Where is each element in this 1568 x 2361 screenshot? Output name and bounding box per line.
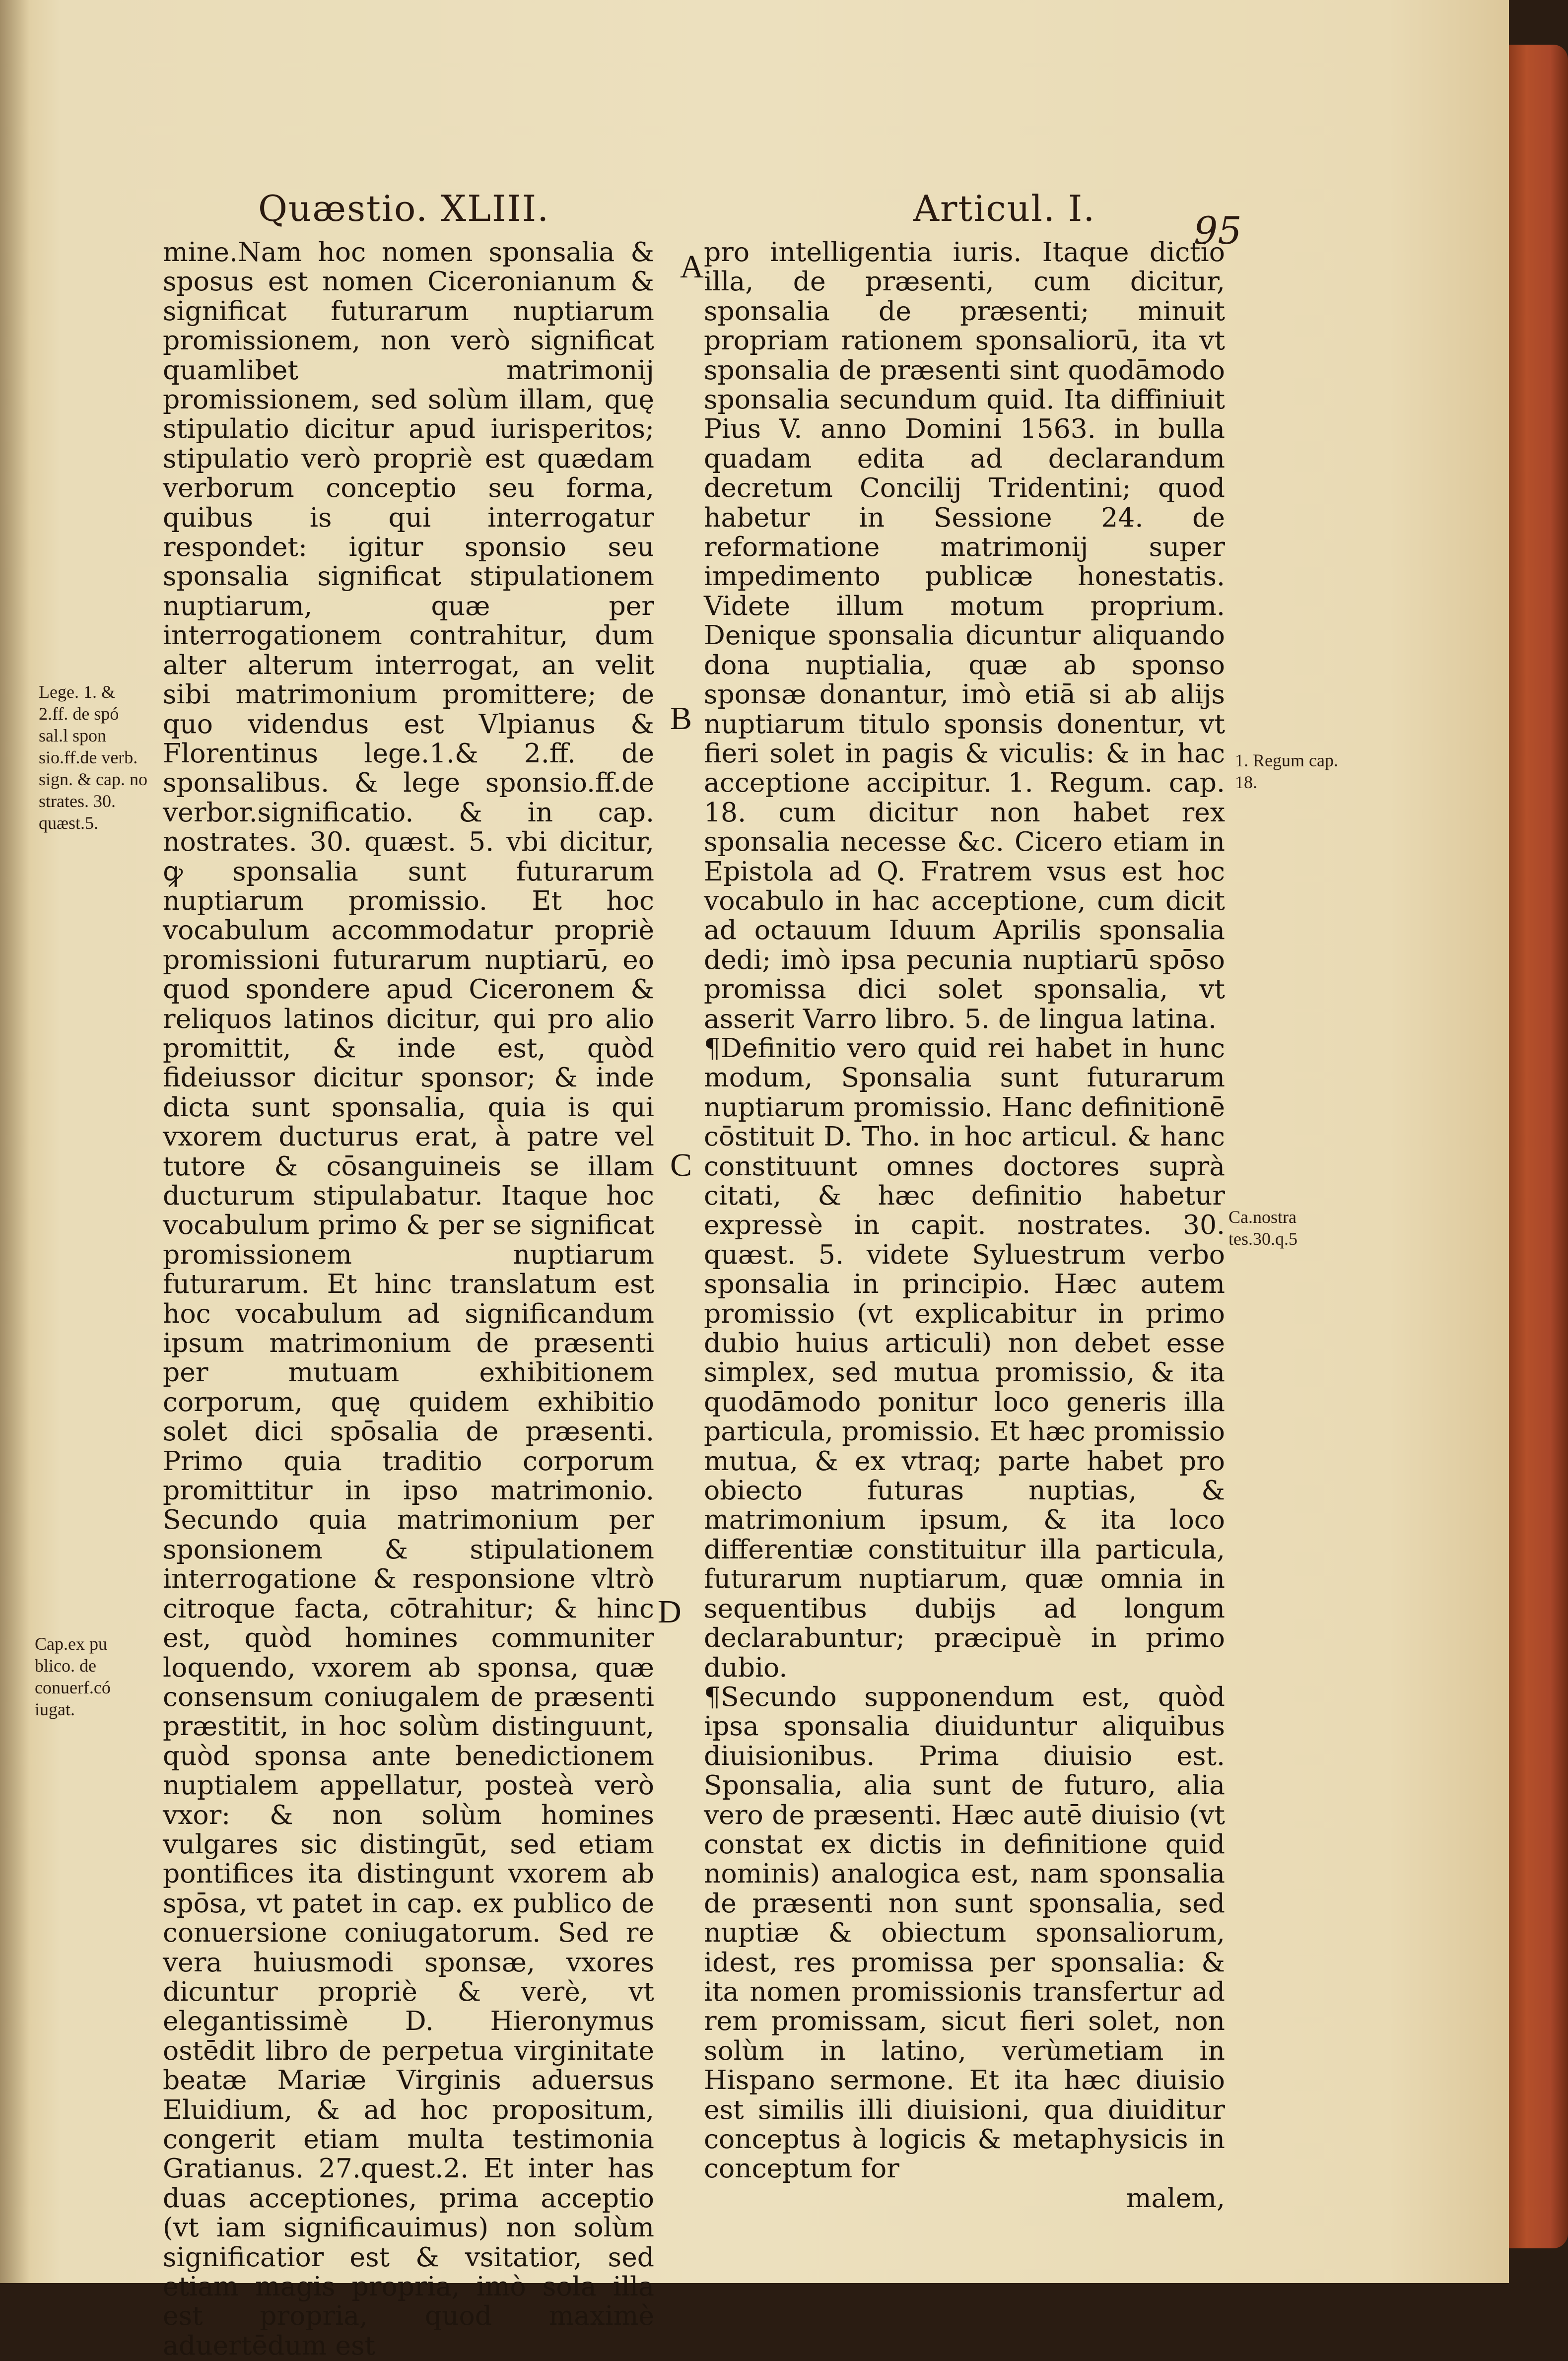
margin-note-left-1: Lege. 1. & 2.ff. de spó sal.l spon sio.ff.de verb. sign. & cap. no strates. 30. quæst.5. — [39, 682, 147, 833]
margin-note-right-1: 1. Regum cap. 18. — [1235, 750, 1338, 792]
section-letter-c: C — [670, 1147, 692, 1183]
page-number: 95 — [1194, 208, 1242, 253]
section-letter-a: A — [680, 249, 704, 285]
section-letter-b: B — [670, 700, 692, 737]
running-header-left: Quæstio. XLIII. — [258, 188, 550, 229]
running-header-right: Articul. I. — [913, 188, 1096, 229]
section-letter-d: D — [658, 1594, 682, 1630]
page-fore-edge — [1509, 45, 1568, 2248]
margin-note-left-2: Cap.ex pu blico. de conuerf.có iugat. — [35, 1634, 111, 1719]
left-column-text: mine.Nam hoc nomen sponsalia & sposus est nomen Ciceronianum & significat futurarum nuptiarum promissionem, non verò significat quamlibet matrimonij promissionem, sed solùm illam, quę stipulatio dicitur apud iurisperitos; stipulatio verò propriè est quædam verborum conceptio seu forma, quibus is qui interrogatur respondet: igitur sponsio seu sponsalia significat stipulationem nuptiarum, quæ per interrogationem contrahitur, dum alter alterum interrogat, an velit sibi matrimonium promittere; de quo videndus est Vlpianus & Florentinus lege.1.& 2.ff. de sponsalibus. & lege sponsio.ff.de verbor.significatio. & in cap. nostrates. 30. quæst. 5. vbi dicitur, ꝙ sponsalia sunt futurarum nuptiarum promissio. Et hoc vocabulum accommodatur propriè promissioni futurarum nuptiarū, eo quod spondere apud Ciceronem & reliquos latinos dicitur, qui pro alio promittit, & inde est, quòd fideiussor dicitur sponsor; & inde dicta sunt sponsalia, quia is qui vxorem ducturus erat, à patre vel tutore & cōsanguineis se illam ducturum stipulabatur. Itaque hoc vocabulum primo & per se significat promissionem nuptiarum futurarum. Et hinc translatum est hoc vocabulum ad significandum ipsum matrimonium de præsenti per mutuam exhibitionem corporum, quę quidem exhibitio solet dici spōsalia de præsenti. Primo quia traditio corporum promittitur in ipso matrimonio. Secundo quia matrimonium per sponsionem & stipulationem interrogatione & responsione vltrò citroque facta, cōtrahitur; & hinc est, quòd homines communiter loquendo, vxorem ab sponsa, quæ consensum coniugalem de præsenti præstitit, in hoc solùm distinguunt, quòd sponsa ante benedictionem nuptialem appellatur, posteà verò vxor: & non solùm homines vulgares sic distingūt, sed etiam pontifices ita distingunt vxorem ab spōsa, vt patet in cap. ex publico de conuersione coniugatorum. Sed re vera huiusmodi sponsæ, vxores dicuntur propriè & verè, vt elegantissimè D. Hieronymus ostēdit libro de perpetua virginitate beatæ Mariæ Virginis aduersus Eluidium, & ad hoc propositum, congerit etiam multa testimonia Gratianus. 27.quest.2. Et inter has duas acceptiones, prima acceptio (vt iam significauimus) non solùm significatior est & vsitatior, sed etiam magis propria, imò sola illa est propria, quod maximè aduertēdum est — [163, 236, 654, 2361]
margin-note-right-2: Ca.nostra tes.30.q.5 — [1228, 1207, 1297, 1249]
catchword: malem, — [1126, 2182, 1225, 2214]
right-column — [704, 237, 1225, 2213]
right-paragraph-1: pro intelligentia iuris. Itaque dictio illa, de præsenti, cum dicitur, sponsalia de præsenti; minuit propriam rationem sponsaliorū, ita vt sponsalia de præsenti sint quodāmodo sponsalia secundum quid. Ita diffiniuit Pius V. anno Domini 1563. in bulla quadam edita ad declarandum decretum Concilij Tridentini; quod habetur in Sessione 24. de reformatione matrimonij super impedimento publicæ honestatis. Videte illum motum proprium. Denique sponsalia dicuntur aliquando dona nuptialia, quæ ab sponso sponsæ donantur, imò etiā si ab alijs nuptiarum titulo sponsis donentur, vt fieri solet in pagis & viculis: & in hac acceptione accipitur. 1. Regum. cap. 18. cum dicitur non habet rex sponsalia necesse &c. Cicero etiam in Epistola ad Q. Fratrem vsus est hoc vocabulo in hac acceptione, cum dicit ad octauum Iduum Aprilis sponsalia dedi; imò ipsa pecunia nuptiarū spōso promissa dici solet sponsalia, vt asserit Varro libro. 5. de lingua latina. — [704, 236, 1225, 1034]
right-paragraph-3: ¶Secundo supponendum est, quòd ipsa sponsalia diuiduntur aliquibus diuisionibus. Prima diuisio est. Sponsalia, alia sunt de futuro, alia vero de præsenti. Hæc autē diuisio (vt constat ex dictis in definitione quid nominis) analogica est, nam sponsalia de præsenti non sunt sponsalia, sed nuptiæ & obiectum sponsaliorum, idest, res promissa per sponsalia: & ita nomen promissionis transfertur ad rem promissam, sicut fieri solet, non solùm in latino, verùmetiam in Hispano sermone. Et ita hæc diuisio est similis illi diuisioni, qua diuiditur conceptus à logicis & metaphysicis in conceptum for — [704, 1681, 1225, 2184]
right-paragraph-2: ¶Definitio vero quid rei habet in hunc modum, Sponsalia sunt futurarum nuptiarum promissio. Hanc definitionē cōstituit D. Tho. in hoc articul. & hanc constituunt omnes doctores suprà citati, & hæc definitio habetur expressè in capit. nostrates. 30. quæst. 5. videte Syluestrum verbo sponsalia in principio. Hæc autem promissio (vt explicabitur in primo dubio huius articuli) non debet esse simplex, sed mutua promissio, & ita quodāmodo ponitur loco generis illa particula, promissio. Et hæc promissio mutua, & ex vtraq; parte habet pro obiecto futuras nuptias, & matrimonium ipsum, & ita loco differentiæ constituitur illa particula, futurarum nuptiarum, quæ omnia in sequentibus dubijs ad longum declarabuntur; præcipuè in primo dubio. — [704, 1032, 1225, 1683]
left-column — [163, 237, 654, 2360]
spine-shadow — [0, 0, 30, 2283]
